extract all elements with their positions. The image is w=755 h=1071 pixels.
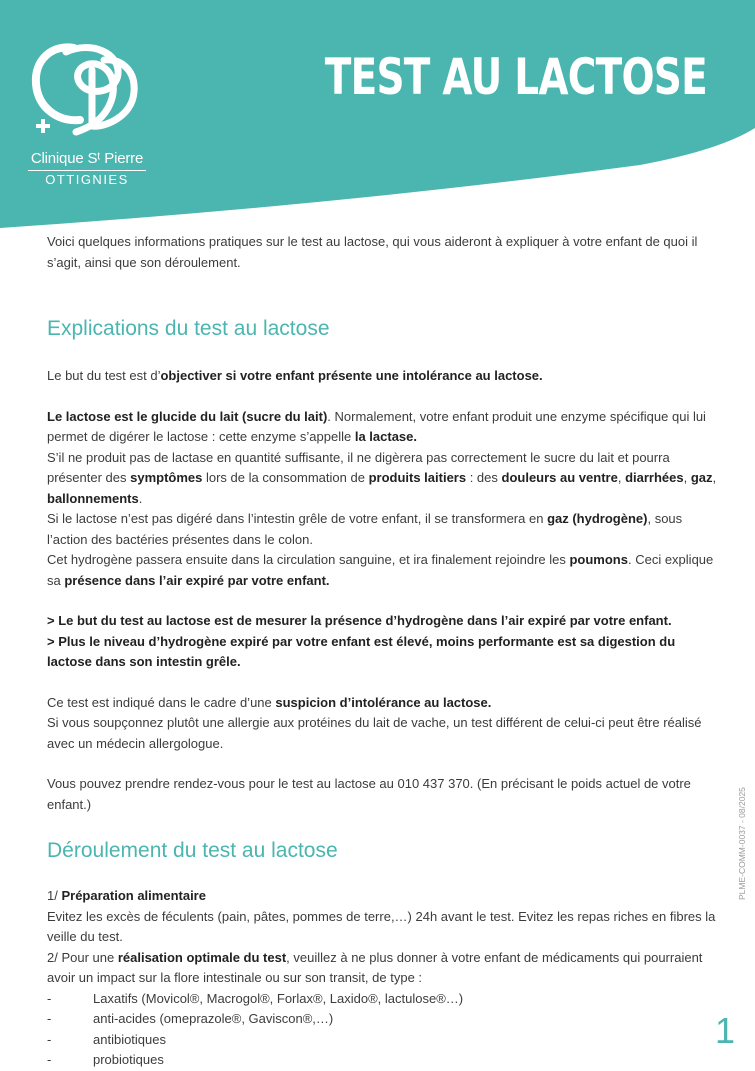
key-point-2 xyxy=(47,632,719,673)
list-item-text: Laxatifs (Movicol®, Macrogol®, Forlax®, Laxido®, lactulose®…) xyxy=(93,990,464,1006)
hydrogen-paragraph xyxy=(47,509,719,550)
logo-divider xyxy=(28,170,146,171)
page-number: 1 xyxy=(714,1010,735,1051)
lactose-definition-text: . Normalement, votre enfant produit une enzyme spécifique qui lui permet de digérer le lactose : cette enzyme s’appelle xyxy=(47,408,706,444)
logo-name-text: Clinique Sᵗ Pierre xyxy=(30,150,144,167)
bloating-bold: ballonnements xyxy=(47,490,139,506)
step2-text-1: 2/ Pour une xyxy=(47,949,118,965)
step1-number: 1/ xyxy=(47,888,62,903)
symptoms-sep-3: , xyxy=(712,470,717,485)
symptoms-paragraph xyxy=(47,448,719,510)
indication-paragraph xyxy=(47,693,719,714)
list-item xyxy=(47,989,719,1010)
dairy-bold: produits laitiers xyxy=(368,470,467,485)
lactose-definition-paragraph xyxy=(47,407,719,448)
symptoms-text-1: S’il ne produit pas de lactase en quantité suffisante, il ne digèrera pas correctement le sucre du lait et pourra présenter des xyxy=(47,449,670,485)
list-item xyxy=(47,1030,719,1051)
list-item-text: probiotiques xyxy=(93,1052,164,1067)
goal-text: Le but du test est d’ xyxy=(47,368,161,383)
goal-paragraph xyxy=(47,366,719,387)
intro-paragraph: Voici quelques informations pratiques sur le test au lactose, qui vous aideront à expliquer à votre enfant de quoi il s’agit, ainsi que son déroulement. xyxy=(47,234,698,270)
lungs-text-1: Cet hydrogène passera ensuite dans la circulation sanguine, et ira finalement rejoindre les xyxy=(47,552,570,567)
goal-bold: objectiver si votre enfant présente une intolérance au lactose. xyxy=(160,368,543,383)
step2-bold: réalisation optimale du test xyxy=(117,949,287,965)
indication-bold: suspicion d’intolérance au lactose. xyxy=(275,694,492,710)
expired-air-bold: présence dans l’air expiré par votre enfant. xyxy=(64,572,330,588)
logo-city: OTTIGNIES xyxy=(45,172,129,187)
section-deroulement-title: Déroulement du test au lactose xyxy=(47,839,338,862)
symptoms-sep-1: , xyxy=(617,470,626,485)
section-explications-title: Explications du test au lactose xyxy=(47,317,330,340)
lactose-definition-bold: Le lactose est le glucide du lait (sucre du lait) xyxy=(47,408,328,424)
symptoms-text-2: lors de la consommation de xyxy=(202,470,369,485)
symptoms-bold: symptômes xyxy=(130,470,203,485)
lungs-text-2: . Ceci explique sa xyxy=(47,552,714,588)
allergy-paragraph: Si vous soupçonnez plutôt une allergie aux protéines du lait de vache, un test différent de celui-ci peut être réalisé avec un médecin allergologue. xyxy=(47,715,702,751)
list-item-text: antibiotiques xyxy=(93,1031,166,1047)
key-point-1 xyxy=(47,611,719,632)
step1-text: Evitez les excès de féculents (pain, pâtes, pommes de terre,…) 24h avant le test. Evitez les repas riches en fibres la veille du test. xyxy=(47,908,716,944)
step2-paragraph xyxy=(47,948,719,989)
gas-bold: gaz xyxy=(690,470,713,485)
list-dash: - xyxy=(47,1011,52,1026)
step2-text-2: , veuillez à ne plus donner à votre enfant de médicaments qui pourraient avoir un impact sur la flore intestinale ou sur son transit, de type : xyxy=(47,949,703,985)
key-point-1-text: > Le but du test au lactose est de mesurer la présence d’hydrogène dans l’air expiré par votre enfant. xyxy=(47,613,672,628)
list-dash: - xyxy=(47,990,52,1006)
stomach-pain-bold: douleurs au ventre xyxy=(501,470,618,485)
lungs-bold: poumons xyxy=(569,552,628,567)
appointment-paragraph: Vous pouvez prendre rendez-vous pour le test au lactose au 010 437 370. (En précisant le poids actuel de votre enfant.) xyxy=(47,776,691,812)
step1-title: Préparation alimentaire xyxy=(61,888,206,903)
list-dash: - xyxy=(47,1031,52,1047)
step1-heading xyxy=(47,886,719,907)
symptoms-text-3: : des xyxy=(466,470,502,485)
indication-text: Ce test est indiqué dans le cadre d’une xyxy=(47,694,276,710)
symptoms-sep-2: , xyxy=(683,470,691,485)
document-code: PLME-COMM-0037 - 08/2025 xyxy=(737,787,747,900)
document-title: TEST AU LACTOSE xyxy=(324,48,707,106)
lungs-paragraph xyxy=(47,550,719,591)
symptoms-end: . xyxy=(138,490,143,506)
hydrogen-text-2: , sous l’action des bactéries présentes dans le colon. xyxy=(47,511,683,547)
logo-name xyxy=(22,150,152,171)
hydrogen-text-1: Si le lactose n’est pas digéré dans l’intestin grêle de votre enfant, il se transformera en xyxy=(47,511,548,526)
lactase-bold: la lactase. xyxy=(354,429,417,444)
key-point-2-text: > Plus le niveau d’hydrogène expiré par votre enfant est élevé, moins performante est sa digestion du lactose dans son intestin grêle. xyxy=(47,633,676,669)
list-item xyxy=(47,1009,719,1030)
list-dash: - xyxy=(47,1052,52,1067)
list-item-text: anti-acides (omeprazole®, Gaviscon®,…) xyxy=(93,1011,334,1026)
list-item xyxy=(47,1050,719,1071)
document-body xyxy=(47,232,719,1071)
hydrogen-bold: gaz (hydrogène) xyxy=(547,511,648,526)
diarrhea-bold: diarrhées xyxy=(625,470,684,485)
